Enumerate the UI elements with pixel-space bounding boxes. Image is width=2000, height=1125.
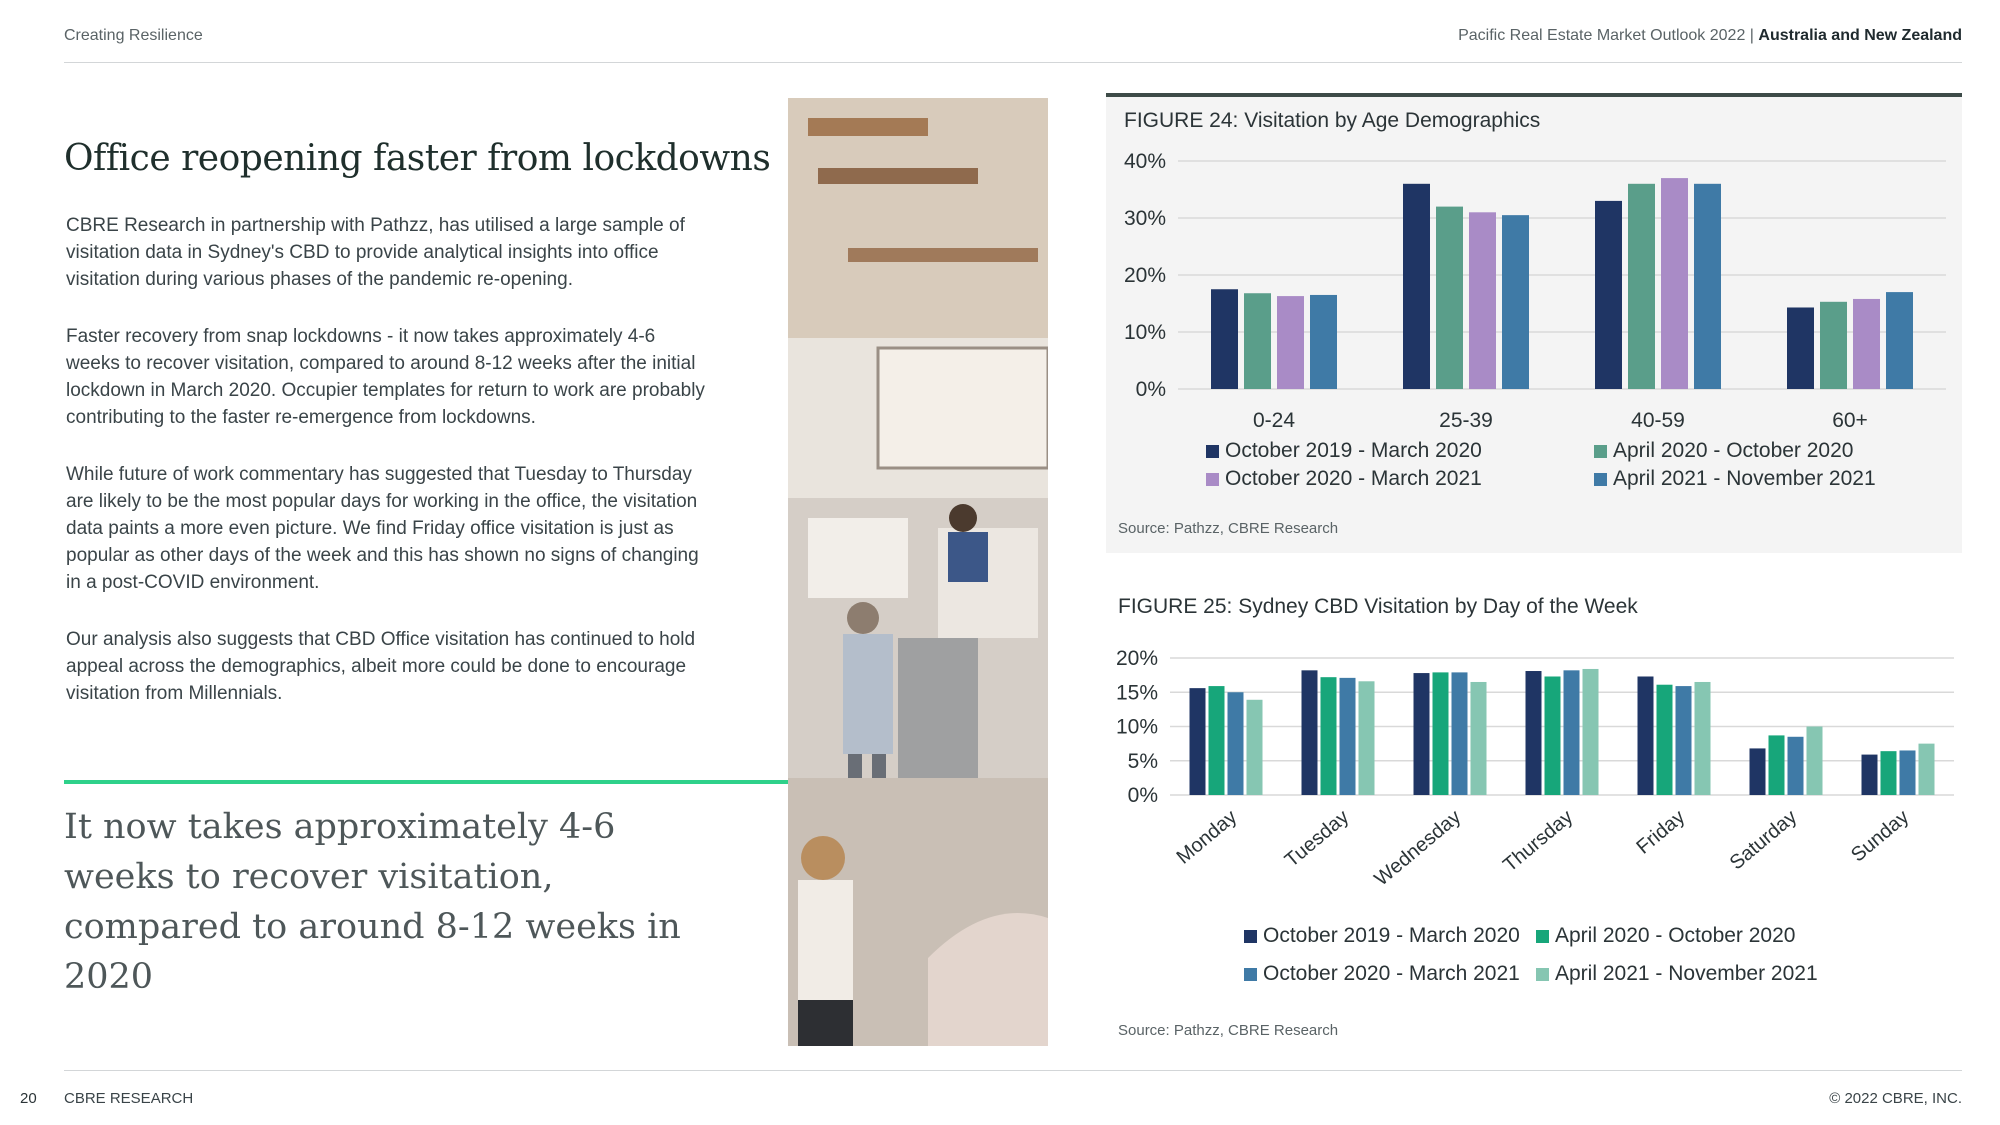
- x-tick-label: Sunday: [1847, 805, 1914, 867]
- legend-item: [1536, 962, 1818, 986]
- y-tick-label: 10%: [1115, 715, 1158, 739]
- legend-label: April 2020 - October 2020: [1613, 439, 1854, 462]
- y-tick-label: 10%: [1123, 321, 1166, 344]
- bar: [1403, 184, 1430, 389]
- legend-swatch: [1206, 473, 1219, 486]
- header-report-name: Pacific Real Estate Market Outlook 2022 |: [1458, 27, 1759, 44]
- legend-row: [1244, 924, 1844, 948]
- bar: [1209, 686, 1225, 795]
- bar: [1638, 676, 1654, 795]
- bar: [1228, 692, 1244, 795]
- legend-item: [1244, 924, 1536, 948]
- bar: [1769, 735, 1785, 795]
- bar: [1661, 178, 1688, 389]
- x-tick-label: 40-59: [1631, 409, 1685, 432]
- legend-label: October 2019 - March 2020: [1263, 924, 1520, 947]
- legend-label: October 2020 - March 2021: [1263, 962, 1520, 985]
- footer-divider: [64, 1070, 1962, 1071]
- figure-24-title: FIGURE 24: Visitation by Age Demographics: [1124, 109, 1541, 132]
- bar: [1433, 672, 1449, 795]
- bar: [1277, 296, 1304, 389]
- bar: [1211, 289, 1238, 389]
- header-region: Australia and New Zealand: [1758, 27, 1962, 44]
- bar: [1502, 215, 1529, 389]
- y-tick-label: 0%: [1127, 784, 1158, 807]
- figure-24-legend-left: [1206, 439, 1506, 491]
- bar: [1247, 700, 1263, 795]
- figure-24-chart: [1106, 137, 1962, 437]
- x-tick-label: 60+: [1832, 409, 1868, 432]
- legend-swatch: [1244, 968, 1257, 981]
- bar: [1695, 682, 1711, 795]
- x-tick-label: Saturday: [1725, 805, 1802, 875]
- x-tick-label: Thursday: [1499, 805, 1578, 877]
- bar: [1583, 669, 1599, 795]
- legend-label: April 2020 - October 2020: [1555, 924, 1796, 947]
- page-title: Office reopening faster from lockdowns: [64, 138, 771, 179]
- y-tick-label: 0%: [1135, 378, 1166, 401]
- figure-24-source: Source: Pathzz, CBRE Research: [1118, 520, 1339, 537]
- figure-24-panel: [1106, 93, 1962, 553]
- paragraph-1: CBRE Research in partnership with Pathzz, has utilised a large sample of visitation data in Sydney's CBD to provide analytical insights into office visitation during various phases of the pandemic re-opening.: [66, 215, 685, 290]
- paragraph-3: While future of work commentary has suggested that Tuesday to Thursday are likely to be the most popular days for working in the office, the visitation data paints a more even picture. We find Friday office visitation is just as popular as other days of the week and this has shown no signs of changing in a post-COVID environment.: [66, 464, 699, 593]
- bar: [1414, 673, 1430, 795]
- bar: [1359, 681, 1375, 795]
- office-photo: [788, 98, 1048, 1046]
- bar: [1564, 670, 1580, 795]
- bar: [1321, 677, 1337, 795]
- legend-label: April 2021 - November 2021: [1613, 467, 1876, 490]
- legend-swatch: [1594, 473, 1607, 486]
- bar: [1881, 751, 1897, 795]
- figure-25-chart: [1106, 630, 1962, 920]
- legend-item: [1536, 924, 1795, 948]
- header-report-title: [1458, 27, 1962, 45]
- bar: [1820, 302, 1847, 389]
- x-tick-label: Friday: [1632, 805, 1690, 859]
- office-photo-illustration: [788, 98, 1048, 1046]
- bar: [1900, 750, 1916, 795]
- bar: [1436, 207, 1463, 389]
- footer-copyright: © 2022 CBRE, INC.: [1829, 1090, 1962, 1107]
- legend-item: [1206, 439, 1506, 463]
- bar: [1302, 670, 1318, 795]
- y-tick-label: 5%: [1127, 749, 1158, 773]
- legend-swatch: [1536, 968, 1549, 981]
- header-divider: [64, 62, 1962, 63]
- bar: [1853, 299, 1880, 389]
- x-tick-label: Wednesday: [1370, 805, 1466, 891]
- y-tick-label: 15%: [1115, 681, 1158, 705]
- legend-item: [1594, 467, 1934, 491]
- legend-item: [1244, 962, 1536, 986]
- x-tick-label: 0-24: [1252, 409, 1296, 432]
- figure-25-title: FIGURE 25: Sydney CBD Visitation by Day of the Week: [1118, 595, 1638, 618]
- bar: [1471, 682, 1487, 795]
- y-tick-label: 20%: [1115, 647, 1158, 670]
- body-text: [66, 212, 706, 707]
- paragraph-4: Our analysis also suggests that CBD Office visitation has continued to hold appeal across the demographics, albeit more could be done to encourage visitation from Millennials.: [66, 629, 696, 704]
- footer-brand: CBRE RESEARCH: [64, 1090, 194, 1107]
- x-tick-label: Monday: [1172, 805, 1242, 869]
- legend-swatch: [1206, 445, 1219, 458]
- paragraph-2: Faster recovery from snap lockdowns - it now takes approximately 4-6 weeks to recover visitation, compared to around 8-12 weeks after the initial lockdown in March 2020. Occupier templates for return to work are probably contributing to the faster re-emergence from lockdowns.: [66, 326, 705, 428]
- bar: [1919, 744, 1935, 795]
- bar: [1595, 201, 1622, 389]
- x-tick-label: 25-39: [1439, 409, 1493, 432]
- bar: [1657, 685, 1673, 795]
- legend-swatch: [1244, 930, 1257, 943]
- bar: [1676, 686, 1692, 795]
- figure-24-legend-right: [1594, 439, 1934, 491]
- legend-label: October 2020 - March 2021: [1225, 467, 1482, 490]
- y-tick-label: 30%: [1123, 207, 1166, 230]
- bar: [1694, 184, 1721, 389]
- bar: [1452, 672, 1468, 795]
- legend-row: [1244, 962, 1844, 986]
- bar: [1190, 688, 1206, 795]
- bar: [1628, 184, 1655, 389]
- legend-item: [1206, 467, 1506, 491]
- page-number: 20: [20, 1090, 37, 1107]
- bar: [1862, 755, 1878, 795]
- bar: [1807, 727, 1823, 796]
- y-tick-label: 40%: [1123, 150, 1166, 173]
- figure-25-source: Source: Pathzz, CBRE Research: [1118, 1022, 1339, 1039]
- bar: [1886, 292, 1913, 389]
- legend-swatch: [1536, 930, 1549, 943]
- figure-25-legend: [1244, 924, 1844, 986]
- bar: [1310, 295, 1337, 389]
- bar: [1788, 737, 1804, 795]
- bar: [1545, 676, 1561, 795]
- legend-item: [1594, 439, 1934, 463]
- bar: [1526, 671, 1542, 795]
- bar: [1787, 307, 1814, 389]
- accent-line: [64, 780, 844, 784]
- header-section-title: Creating Resilience: [64, 27, 203, 44]
- bar: [1244, 293, 1271, 389]
- bar: [1340, 678, 1356, 795]
- legend-label: October 2019 - March 2020: [1225, 439, 1482, 462]
- bar: [1469, 212, 1496, 389]
- bar: [1750, 748, 1766, 795]
- y-tick-label: 20%: [1123, 264, 1166, 287]
- legend-swatch: [1594, 445, 1607, 458]
- legend-label: April 2021 - November 2021: [1555, 962, 1818, 985]
- pull-quote: It now takes approximately 4-6 weeks to recover visitation, compared to around 8-12 weeks in 2020: [64, 807, 681, 997]
- x-tick-label: Tuesday: [1280, 805, 1354, 872]
